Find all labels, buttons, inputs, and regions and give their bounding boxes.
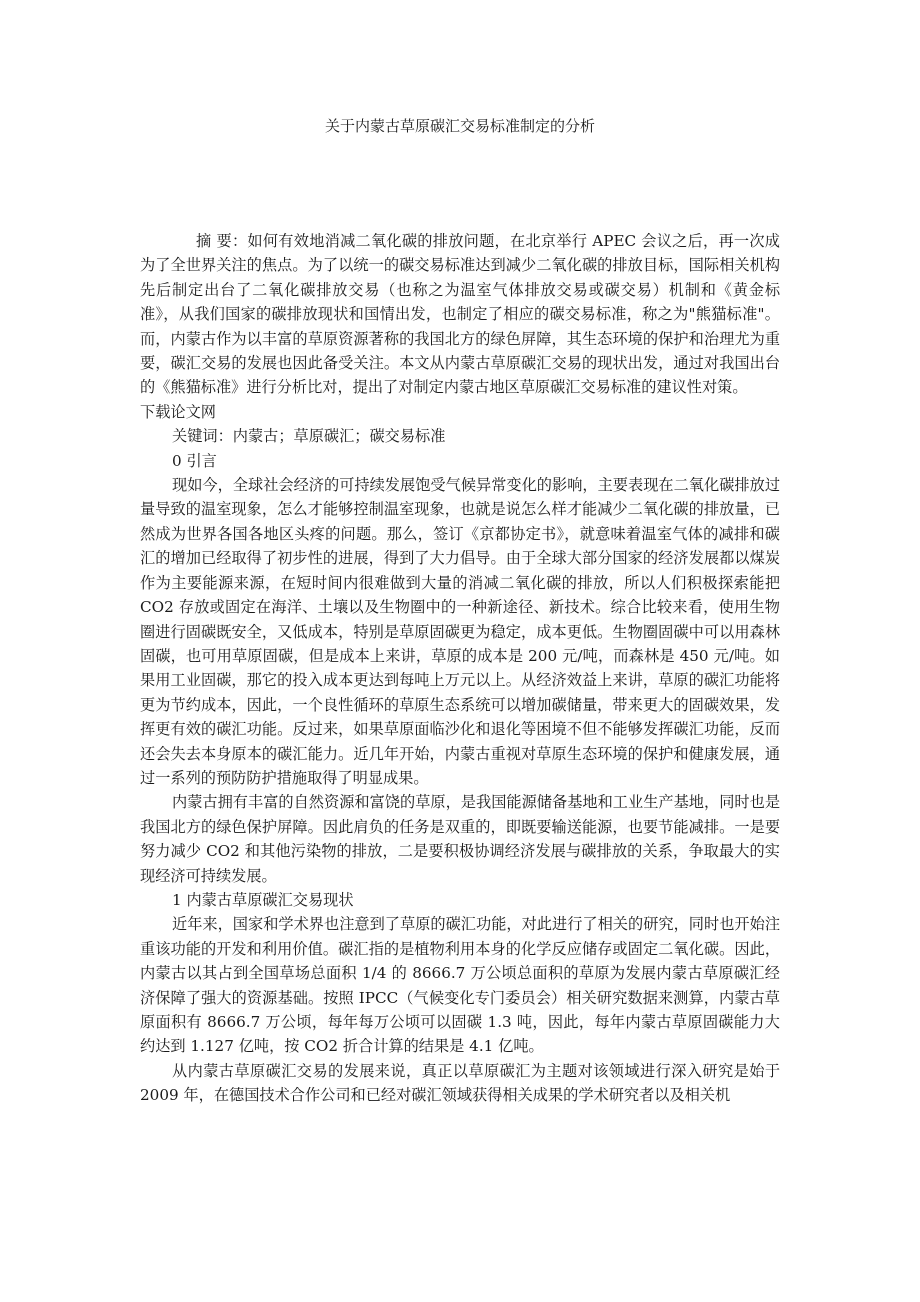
body-paragraph: 内蒙古拥有丰富的自然资源和富饶的草原，是我国能源储备基地和工业生产基地，同时也是我国北方的绿色保护屏障。因此肩负的任务是双重的，即既要输送能源，也要节能减排。一是要努力减少 CO2 和其他污染物的排放，二是要积极协调经济发展与碳排放的关系，争取最大的实现经济可持续发展。 [140, 793, 780, 885]
section-heading-intro: 0 引言 [172, 451, 217, 470]
abstract-label: 摘 要： [196, 232, 248, 250]
section-heading-status: 1 内蒙古草原碳汇交易现状 [172, 890, 354, 909]
download-note: 下载论文网 [140, 402, 216, 421]
body-paragraph: 近年来，国家和学术界也注意到了草原的碳汇功能，对此进行了相关的研究，同时也开始注重该功能的开发和利用价值。碳汇指的是植物利用本身的化学反应储存或固定二氧化碳。因此，内蒙古以其占到全国草场总面积 1/4 的 8666.7 万公顷总面积的草原为发展内蒙古草原碳汇经济保障了强大的资源基础。按照 IPCC（气候变化专门委员会）相关研究数据来测算，内蒙古草原面积有 8666.7 万公顷，每年每万公顷可以固碳 1.3 吨，因此，每年内蒙古草原固碳能力大约达到 1.127 亿吨，按 CO2 折合计算的结果是 4.1 亿吨。 [140, 915, 780, 1056]
body-paragraph: 现如今，全球社会经济的可持续发展饱受气候异常变化的影响，主要表现在二氧化碳排放过量导致的温室现象，怎么才能够控制温室现象，也就是说怎么样才能减少二氧化碳的排放量，已然成为世界各国各地区头疼的问题。那么，签订《京都协定书》，就意味着温室气体的减排和碳汇的增加已经取得了初步性的进展，得到了大力倡导。由于全球大部分国家的经济发展都以煤炭作为主要能源来源，在短时间内很难做到大量的消减二氧化碳的排放，所以人们积极探索能把 CO2 存放或固定在海洋、土壤以及生物圈中的一种新途径、新技术。综合比较来看，使用生物圈进行固碳既安全，又低成本，特别是草原固碳更为稳定，成本更低。生物圈固碳中可以用森林固碳，也可用草原固碳，但是成本上来讲，草原的成本是 200 元/吨，而森林是 450 元/吨。如果用工业固碳，那它的投入成本更达到每吨上万元以上。从经济效益上来讲，草原的碳汇功能将更为节约成本，因此，一个良性循环的草原生态系统可以增加碳储量，带来更大的固碳效果，发挥更有效的碳汇功能。反过来，如果草原面临沙化和退化等困境不但不能够发挥碳汇功能，反而还会失去本身原本的碳汇能力。近几年开始，内蒙古重视对草原生态环境的保护和健康发展，通过一系列的预防防护措施取得了明显成果。 [140, 476, 780, 787]
body-paragraph: 从内蒙古草原碳汇交易的发展来说，真正以草原碳汇为主题对该领域进行深入研究是始于 2009 年，在德国技术合作公司和已经对碳汇领域获得相关成果的学术研究者以及相关机 [140, 1061, 780, 1105]
keywords: 关键词：内蒙古；草原碳汇；碳交易标准 [172, 427, 446, 446]
document-title: 关于内蒙古草原碳汇交易标准制定的分析 [324, 117, 595, 135]
abstract-text: 如何有效地消减二氧化碳的排放问题，在北京举行 APEC 会议之后，再一次成为了全世界关注的焦点。为了以统一的碳交易标准达到减少二氧化碳的排放目标，国际相关机构先后制定出台了二氧化碳排放交易（也称之为温室气体排放交易或碳交易）机制和《黄金标准》，从我们国家的碳排放现状和国情出发，也制定了相应的碳交易标准，称之为"熊猫标准"。而，内蒙古作为以丰富的草原资源著称的我国北方的绿色屏障，其生态环境的保护和治理尤为重要，碳汇交易的发展也因此备受关注。本文从内蒙古草原碳汇交易的现状出发，通过对我国出台的《熊猫标准》进行分析比对，提出了对制定内蒙古地区草原碳汇交易标准的建议性对策。 [140, 232, 780, 397]
document-body [140, 229, 780, 1108]
abstract-paragraph [140, 229, 780, 400]
